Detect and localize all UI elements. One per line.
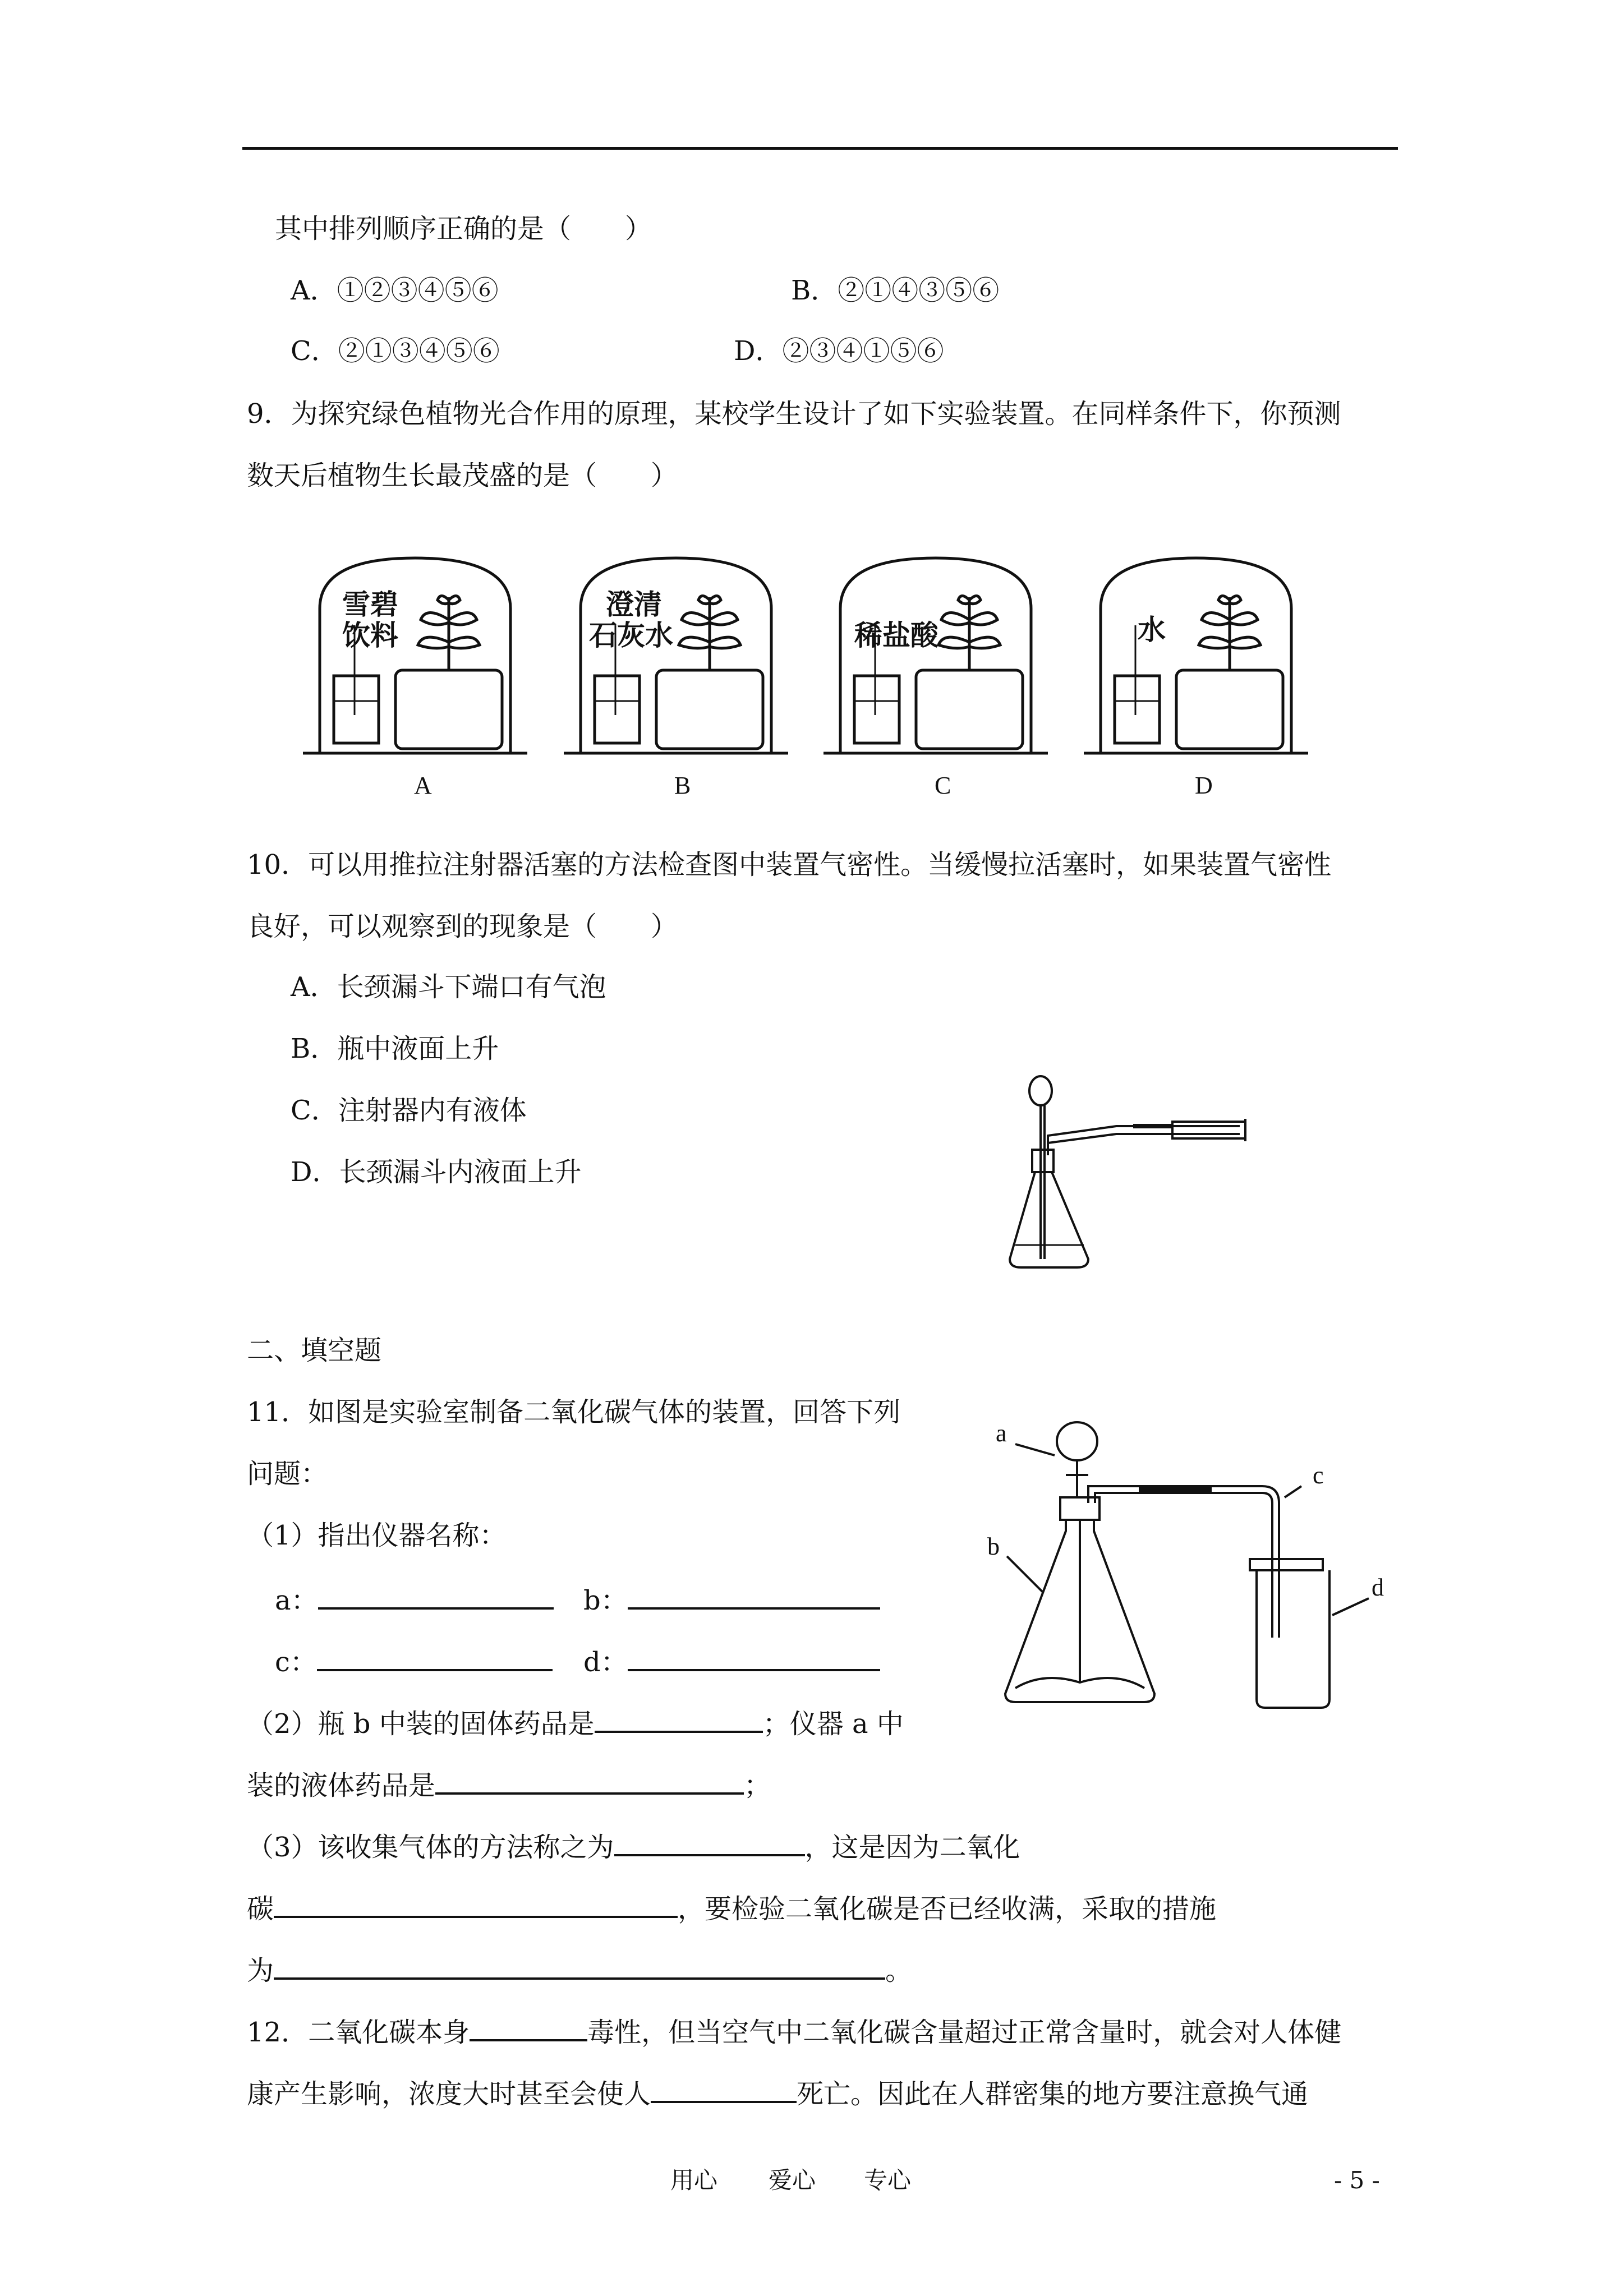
q11-label-c: c： bbox=[275, 1647, 317, 1678]
q11-label-d: d： bbox=[583, 1647, 628, 1678]
q9-panel-d-letter: D bbox=[1195, 772, 1213, 799]
q11-line2: 问题： bbox=[247, 1458, 328, 1490]
q9-figure bbox=[303, 547, 1380, 808]
q10-option-c: C．注射器内有液体 bbox=[291, 1095, 527, 1126]
footer-slogan-2: 爱心 bbox=[769, 2166, 816, 2194]
q9-panel-b bbox=[564, 558, 788, 753]
q12-blank-toxicity[interactable] bbox=[470, 2012, 587, 2041]
q11-sub2-line1 bbox=[247, 1704, 904, 1741]
q9-panel-a-liquid-line1: 雪碧 bbox=[342, 588, 398, 621]
section2-title: 二、填空题 bbox=[247, 1335, 382, 1366]
q9-panel-b-letter: B bbox=[674, 772, 691, 799]
q12-line1-part2: 毒性，但当空气中二氧化碳含量超过正常含量时，就会对人体健 bbox=[587, 2017, 1342, 2048]
q11-blank-b[interactable] bbox=[628, 1580, 880, 1610]
q12-blank-death-cause[interactable] bbox=[651, 2074, 797, 2103]
footer-slogan-3: 专心 bbox=[864, 2166, 912, 2194]
q8-option-d: D．②③④①⑤⑥ bbox=[734, 335, 944, 367]
q11-sub3-part1: （3）该收集气体的方法称之为 bbox=[247, 1832, 614, 1863]
q11-figure-label-a: a bbox=[996, 1419, 1007, 1447]
q12-line1-part1: 12．二氧化碳本身 bbox=[247, 2017, 470, 2048]
q12-line1 bbox=[247, 2012, 1341, 2049]
q8-option-c: C．②①③④⑤⑥ bbox=[291, 335, 500, 367]
q11-co2-apparatus-figure bbox=[954, 1402, 1402, 1716]
q9-panel-a bbox=[303, 558, 527, 753]
q12-line2 bbox=[247, 2074, 1308, 2111]
footer-slogan-1: 用心 bbox=[670, 2166, 718, 2194]
q9-panel-a-liquid-line2: 饮料 bbox=[342, 619, 398, 652]
q11-figure-label-d: d bbox=[1372, 1574, 1384, 1601]
q11-line1: 11．如图是实验室制备二氧化碳气体的装置，回答下列 bbox=[247, 1396, 901, 1428]
q11-sub3-line3 bbox=[247, 1951, 912, 1988]
q10-apparatus-figure bbox=[1004, 1066, 1268, 1290]
q9-panel-c-letter: C bbox=[935, 772, 951, 799]
q9-line1: 9．为探究绿色植物光合作用的原理，某校学生设计了如下实验装置。在同样条件下，你预测 bbox=[247, 398, 1341, 430]
q11-sub1: （1）指出仪器名称： bbox=[247, 1520, 507, 1551]
q11-sub3-line2 bbox=[247, 1889, 1216, 1926]
q11-blank-c[interactable] bbox=[317, 1642, 553, 1671]
q10-option-b: B．瓶中液面上升 bbox=[291, 1033, 499, 1064]
q10-line1: 10．可以用推拉注射器活塞的方法检查图中装置气密性。当缓慢拉活塞时，如果装置气密性 bbox=[247, 849, 1332, 880]
q9-panel-c-liquid-line1: 稀盐酸 bbox=[854, 619, 938, 652]
q11-figure-label-c: c bbox=[1313, 1461, 1324, 1489]
q9-panel-d bbox=[1084, 558, 1308, 753]
q9-panel-b-liquid-line2: 石灰水 bbox=[589, 619, 673, 652]
q11-figure-label-b: b bbox=[987, 1533, 1000, 1560]
q11-sub2-line2-text: 装的液体药品是 bbox=[247, 1770, 436, 1801]
q11-sub3-line2-mid: ，要检验二氧化碳是否已经收满，采取的措施 bbox=[678, 1893, 1217, 1925]
page-number: - 5 - bbox=[1334, 2166, 1380, 2194]
q11-blank-collect-method[interactable] bbox=[614, 1827, 805, 1856]
q11-label-b: b： bbox=[583, 1585, 628, 1616]
q11-answer-b-row bbox=[583, 1580, 880, 1617]
q11-blank-liquid-drug[interactable] bbox=[435, 1765, 744, 1795]
q11-sub3-part2: ，这是因为二氧化 bbox=[804, 1832, 1020, 1863]
q9-panel-a-letter: A bbox=[414, 772, 432, 799]
q11-sub3-line3-end: 。 bbox=[885, 1955, 913, 1986]
q11-answer-a-row bbox=[275, 1580, 554, 1617]
q9-panel-d-liquid-line1: 水 bbox=[1138, 614, 1166, 646]
q11-sub3-line2-start: 碳 bbox=[247, 1893, 274, 1925]
q11-label-a: a： bbox=[275, 1585, 318, 1616]
q12-line2-part2: 死亡。因此在人群密集的地方要注意换气通 bbox=[797, 2078, 1309, 2110]
q11-answer-d-row bbox=[583, 1642, 880, 1679]
q9-panel-b-liquid-line1: 澄清 bbox=[606, 588, 662, 621]
q8-prompt: 其中排列顺序正确的是（ ） bbox=[275, 213, 652, 245]
q11-blank-solid-drug[interactable] bbox=[595, 1704, 763, 1733]
q9-panel-c bbox=[823, 558, 1048, 753]
q11-sub2-part1: （2）瓶 b 中装的固体药品是 bbox=[247, 1708, 595, 1740]
q8-option-a: A．①②③④⑤⑥ bbox=[291, 275, 499, 306]
q11-blank-d[interactable] bbox=[628, 1642, 880, 1671]
q11-blank-a[interactable] bbox=[318, 1580, 554, 1610]
q11-sub2-end: ； bbox=[744, 1770, 771, 1801]
q11-answer-c-row bbox=[275, 1642, 553, 1679]
header-rule bbox=[242, 147, 1398, 150]
q9-line2: 数天后植物生长最茂盛的是（ ） bbox=[247, 460, 678, 491]
q11-sub2-part2: ；仪器 a 中 bbox=[762, 1708, 904, 1740]
q11-sub2-line2 bbox=[247, 1765, 771, 1802]
q10-option-d: D．长颈漏斗内液面上升 bbox=[291, 1156, 582, 1188]
q11-sub3-line3-start: 为 bbox=[247, 1955, 274, 1986]
q11-blank-check-full[interactable] bbox=[274, 1951, 885, 1980]
q8-option-b: B．②①④③⑤⑥ bbox=[791, 275, 1000, 306]
q10-line2: 良好，可以观察到的现象是（ ） bbox=[247, 911, 678, 942]
q11-sub3-line1 bbox=[247, 1827, 1020, 1864]
q10-option-a: A．长颈漏斗下端口有气泡 bbox=[291, 971, 606, 1003]
q12-line2-part1: 康产生影响，浓度大时甚至会使人 bbox=[247, 2078, 651, 2110]
q11-blank-co2-property[interactable] bbox=[274, 1889, 678, 1918]
